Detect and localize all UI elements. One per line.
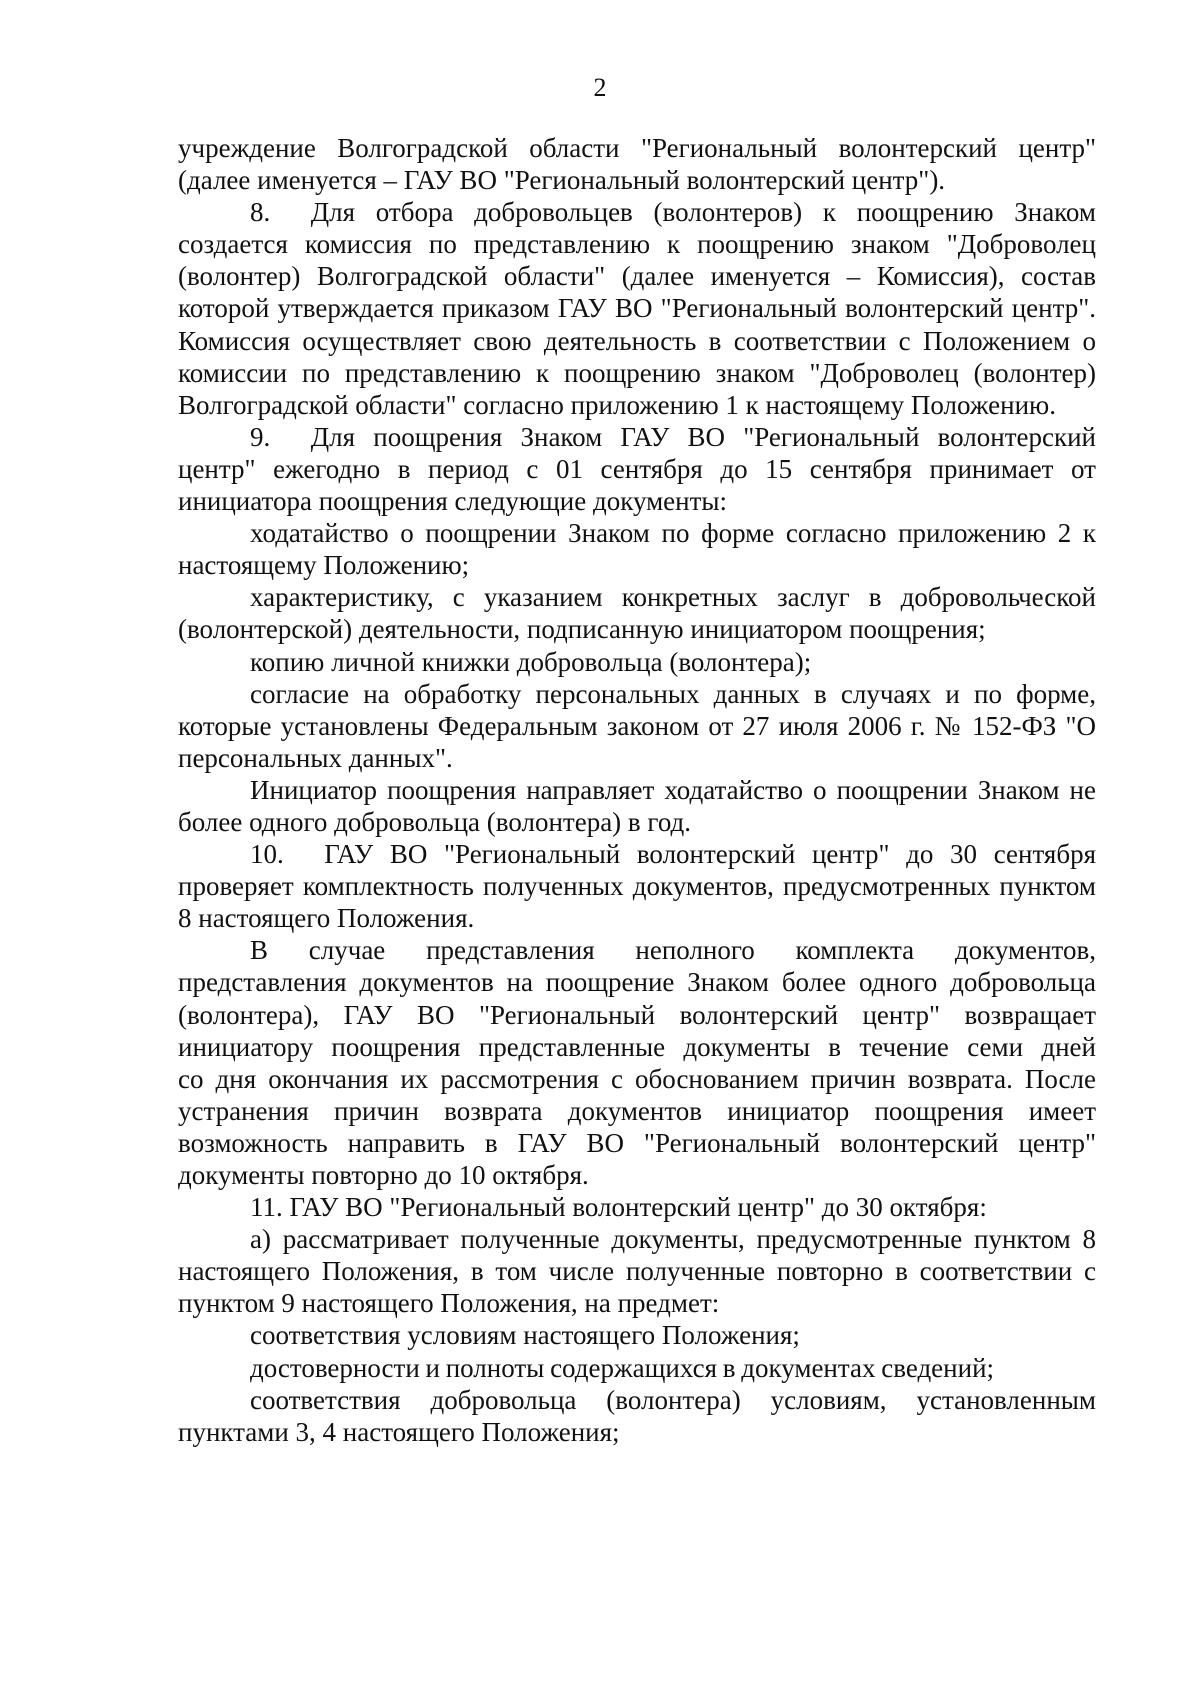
page-number: 2 bbox=[593, 73, 607, 102]
paragraph-item-8: 8. Для отбора добровольцев (волонтеров) к поощрению Знаком создается комиссия по представлению к поощрению знаком "Доброволец (волонтер) Волгоградской области" (далее именуется – Комиссия), состав которой утверждается приказом ГАУ ВО "Региональный волонтерский центр". Комиссия осуществляет свою деятельность в соответствии с Положением о комиссии по представлению к поощрению знаком "Доброволец (волонтер) Волгоградской области" согласно приложению 1 к настоящему Положению. bbox=[178, 197, 1096, 420]
paragraph-volunteer-book: копию личной книжки добровольца (волонтера); bbox=[250, 646, 812, 677]
paragraph-item-10: 10. ГАУ ВО "Региональный волонтерский центр" до 30 сентября проверяет комплектность полученных документов, предусмотренных пунктом 8 настоящего Положения. bbox=[178, 839, 1096, 934]
paragraph-petition: ходатайство о поощрении Знаком по форме согласно приложению 2 к настоящему Положению; bbox=[178, 518, 1096, 581]
paragraph-personal-data-consent: согласие на обработку персональных данных в случаях и по форме, которые установлены Федеральным законом от 27 июля 2006 г. № 152-ФЗ "О персональных данных". bbox=[178, 678, 1096, 773]
paragraph-institution-name: учреждение Волгоградской области "Региональный волонтерский центр" (далее именуется – ГАУ ВО "Региональный волонтерский центр"). bbox=[178, 133, 1096, 196]
paragraph-return-reasons: со дня окончания их рассмотрения с обоснованием причин возврата. После устранения причин возврата документов инициатор поощрения имеет возможность направить в ГАУ ВО "Региональный волонтерский центр" документы повторно до 10 октября. bbox=[178, 1063, 1096, 1190]
paragraph-incomplete-documents: В случае представления неполного комплекта документов, представления документов на поощрение Знаком более одного добровольца (волонтера), ГАУ ВО "Региональный волонтерский центр" возвращает инициатору поощрения представленные документы в течение семи дней bbox=[178, 935, 1096, 1062]
paragraph-conditions-compliance: соответствия условиям настоящего Положения; bbox=[250, 1320, 800, 1351]
document-body bbox=[178, 132, 1096, 1448]
paragraph-volunteer-compliance: соответствия добровольца (волонтера) условиям, установленным пунктами 3, 4 настоящего Положения; bbox=[178, 1384, 1096, 1447]
paragraph-item-11-a: а) рассматривает полученные документы, предусмотренные пунктом 8 настоящего Положения, в том числе полученные повторно в соответствии с пунктом 9 настоящего Положения, на предмет: bbox=[178, 1224, 1096, 1319]
paragraph-characteristic: характеристику, с указанием конкретных заслуг в добровольческой (волонтерской) деятельности, подписанную инициатором поощрения; bbox=[178, 582, 1096, 645]
paragraph-initiator-limit: Инициатор поощрения направляет ходатайство о поощрении Знаком не более одного добровольца (волонтера) в год. bbox=[178, 774, 1096, 837]
paragraph-item-9: 9. Для поощрения Знаком ГАУ ВО "Региональный волонтерский центр" ежегодно в период с 01 сентября до 15 сентября принимает от инициатора поощрения следующие документы: bbox=[178, 421, 1096, 517]
paragraph-reliability: достоверности и полноты содержащихся в документах сведений; bbox=[250, 1352, 995, 1383]
paragraph-item-11: 11. ГАУ ВО "Региональный волонтерский центр" до 30 октября: bbox=[250, 1192, 987, 1223]
